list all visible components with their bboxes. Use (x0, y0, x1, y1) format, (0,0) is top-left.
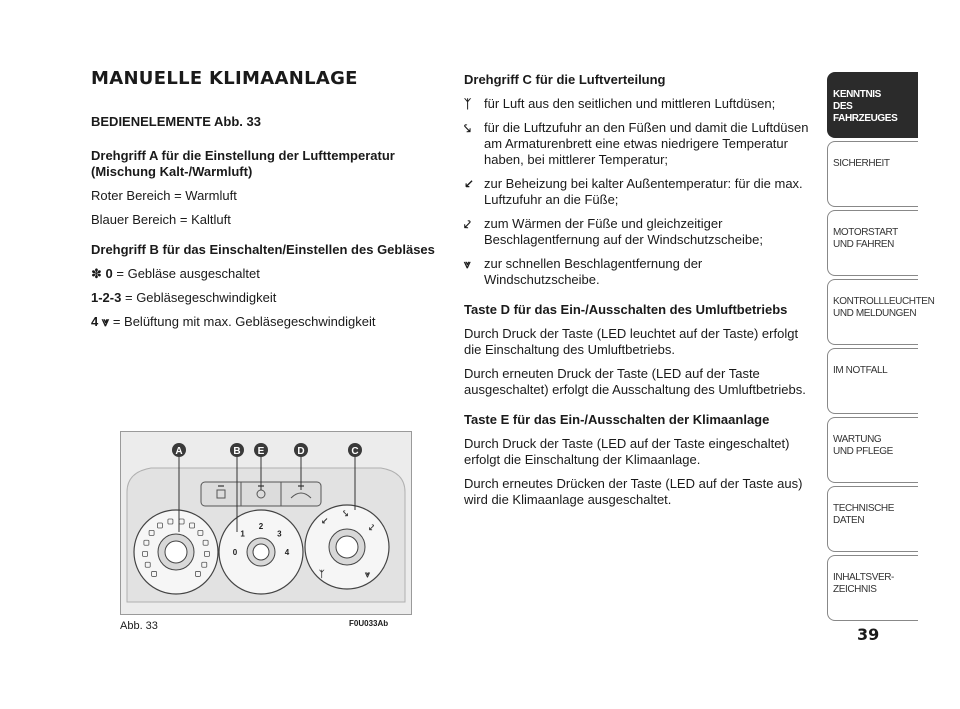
tab-label: WARTUNG UND PFLEGE (833, 434, 893, 457)
fan-item-1 (91, 290, 446, 306)
tab-label: INHALTSVER- ZEICHNIS (833, 572, 894, 595)
button-e-text-1: Durch Druck der Taste (LED auf der Taste eingeschaltet) erfolgt die Einschaltung der Klimaanlage. (464, 436, 790, 467)
fan-icon: ✽ (91, 266, 102, 281)
distribution-item (464, 96, 816, 112)
fan-item-text: = Gebläse ausgeschaltet (116, 266, 260, 281)
page-number: 39 (857, 625, 880, 644)
fan-item-label: 0 (105, 266, 113, 281)
distribution-item (464, 216, 816, 248)
knob-b-heading: Drehgriff B für das Einschalten/Einstellen des Gebläses (91, 242, 435, 257)
fan-speed-label: 2 (258, 522, 264, 531)
tab-label: IM NOTFALL (833, 365, 888, 376)
face-vent-icon: ᛉ (464, 97, 472, 111)
distribution-text: zur schnellen Beschlagentfernung der Windschutzscheibe. (484, 256, 703, 287)
button-d-text-2: Durch erneuten Druck der Taste (LED auf der Taste ausgeschaltet) erfolgt die Ausschaltung des Umluftbetriebs. (464, 366, 806, 397)
button-e-text-2: Durch erneutes Drücken der Taste (LED auf der Taste aus) wird die Klimaanlage ausgeschaltet. (464, 476, 803, 507)
windshield-defrost-icon: ⩔ (101, 314, 110, 329)
knob-c-heading: Drehgriff C für die Luftverteilung (464, 72, 666, 87)
tab-label: MOTORSTART UND FAHREN (833, 227, 898, 250)
svg-text:B: B (233, 446, 241, 457)
chapter-tabs (827, 72, 935, 624)
distribution-item (464, 120, 816, 168)
button-d-heading: Taste D für das Ein-/Ausschalten des Umluftbetriebs (464, 302, 788, 317)
svg-text:⤦: ⤦ (369, 522, 375, 532)
knob-a-red: Roter Bereich = Warmluft (91, 188, 237, 203)
tab-2[interactable] (827, 141, 918, 207)
distribution-text: für die Luftzufuhr an den Füßen und damit die Luftdüsen am Armaturenbrett eine etwas niedrigere Temperatur haben, bei mittlerer Temperatur; (484, 120, 809, 167)
left-column (91, 114, 446, 330)
knob-b[interactable] (219, 510, 303, 594)
distribution-item (464, 256, 816, 288)
callout-c (348, 443, 362, 457)
svg-text:↙: ↙ (321, 516, 329, 526)
callout-b (230, 443, 244, 457)
tab-label: TECHNISCHE DATEN (833, 503, 895, 526)
tab-5[interactable] (827, 348, 918, 414)
tab-8[interactable] (827, 555, 918, 621)
svg-text:⩔: ⩔ (365, 569, 371, 579)
knob-a-heading: Drehgriff A für die Einstellung der Lufttemperatur (Mischung Kalt-/Warmluft) (91, 148, 395, 179)
face-feet-vent-icon: ⤥ (464, 121, 471, 135)
svg-text:E: E (257, 446, 265, 457)
svg-text:⤥: ⤥ (343, 508, 349, 518)
fan-item-label: 1-2-3 (91, 290, 122, 305)
feet-vent-icon: ↙ (464, 177, 475, 191)
tab-label: KONTROLLLEUCHTEN UND MELDUNGEN (833, 296, 935, 319)
fan-item-text: = Gebläsegeschwindigkeit (124, 290, 277, 305)
distribution-text: zum Wärmen der Füße und gleichzeitiger Beschlagentfernung auf der Windschutzscheibe; (484, 216, 763, 247)
right-column (464, 72, 816, 508)
fan-item-4 (91, 314, 446, 330)
callout-d (294, 443, 308, 457)
fan-item-0 (91, 266, 446, 282)
callout-e (254, 443, 268, 457)
fan-item-text: = Belüftung mit max. Gebläsegeschwindigkeit (112, 314, 376, 329)
tab-label: KENNTNIS DES FAHRZEUGES (833, 89, 898, 124)
windshield-defrost-icon: ⩔ (464, 257, 471, 271)
section-heading: BEDIENELEMENTE Abb. 33 (91, 114, 261, 129)
fan-speed-label: 0 (232, 548, 238, 557)
knob-a-blue: Blauer Bereich = Kaltluft (91, 212, 231, 227)
climate-panel-illustration (121, 432, 411, 614)
tab-3[interactable] (827, 210, 918, 276)
svg-text:D: D (297, 446, 305, 457)
callout-a (172, 443, 186, 457)
knob-c[interactable] (305, 505, 389, 589)
distribution-text: für Luft aus den seitlichen und mittleren Luftdüsen; (484, 96, 776, 111)
climate-control-figure (120, 431, 412, 615)
fan-speed-label: 1 (240, 529, 245, 539)
fan-item-label: 4 (91, 314, 99, 329)
tab-label: SICHERHEIT (833, 158, 890, 169)
knob-a[interactable] (134, 510, 218, 594)
button-e-heading: Taste E für das Ein-/Ausschalten der Klimaanlage (464, 412, 770, 427)
figure-caption: Abb. 33 (120, 620, 158, 632)
svg-text:A: A (175, 446, 183, 457)
distribution-text: zur Beheizung bei kalter Außentemperatur: für die max. Luftzufuhr an die Füße; (484, 176, 803, 207)
button-d-text-1: Durch Druck der Taste (LED leuchtet auf der Taste) erfolgt die Einschaltung des Umluftbetriebs. (464, 326, 799, 357)
fan-speed-label: 3 (277, 529, 282, 539)
fan-speed-label: 4 (284, 548, 290, 557)
distribution-item (464, 176, 816, 208)
tab-4[interactable] (827, 279, 935, 345)
figure-code: F0U033Ab (349, 619, 389, 628)
page-title: MANUELLE KLIMAANLAGE (91, 68, 358, 89)
tab-1[interactable] (827, 72, 918, 138)
feet-defrost-icon: ⤦ (464, 217, 471, 231)
svg-text:C: C (351, 446, 359, 457)
tab-7[interactable] (827, 486, 918, 552)
svg-text:ᛉ: ᛉ (319, 569, 325, 579)
tab-6[interactable] (827, 417, 918, 483)
